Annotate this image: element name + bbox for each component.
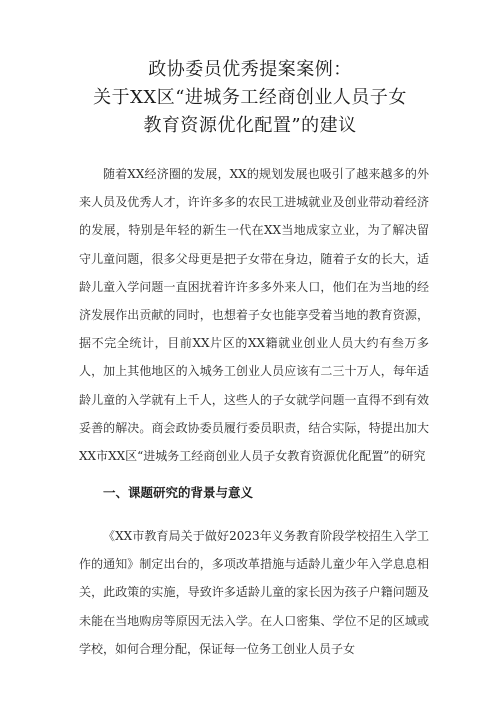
intro-paragraph: 随着XX经济圈的发展，XX的规划发展也吸引了越来越多的外来人员及优秀人才，许许多多的农民工进城就业及创业带动着经济的发展，特别是年轻的新生一代在XX当地成家立业，为了解决留守儿童问题，很多父母更是把子女带在身边，随着子女的长大，适龄儿童入学问题一直困扰着许许多多外来人口，他们在为当地的经济发展作出贡献的同时，也想着子女也能享受着当地的教育资源，据不完全统计，目前XX片区的XX籍就业创业人员大约有叁万多人，加上其他地区的入城务工创业人员应该有二三十万人，每年适龄儿童的入学就有上千人，这些人的子女就学问题一直得不到有效妥善的解决。商会政协委员履行委员职责，结合实际，特提出加大XX市XX区“进城务工经商创业人员子女教育资源优化配置”的研究 bbox=[79, 167, 429, 464]
section-heading-background: 一、课题研究的背景与意义 bbox=[103, 485, 254, 500]
document-title-line-1: 政协委员优秀提案案例： bbox=[148, 59, 352, 80]
background-paragraph: 《XX市教育局关于做好2023年义务教育阶段学校招生入学工作的通知》制定出台的，多项改革措施与适龄儿童少年入学息息相关，此政策的实施，导致许多适龄儿童的家长因为孩子户籍问题及未能在当地购房等原因无法入学。在人口密集、学位不足的区域或学校，如何合理分配，保证每一位务工创业人员子女 bbox=[79, 529, 429, 656]
document-title-line-3: 教育资源优化配置”的建议 bbox=[143, 115, 357, 136]
document-title-line-2: 关于XX区“进城务工经商创业人员子女 bbox=[93, 87, 407, 108]
